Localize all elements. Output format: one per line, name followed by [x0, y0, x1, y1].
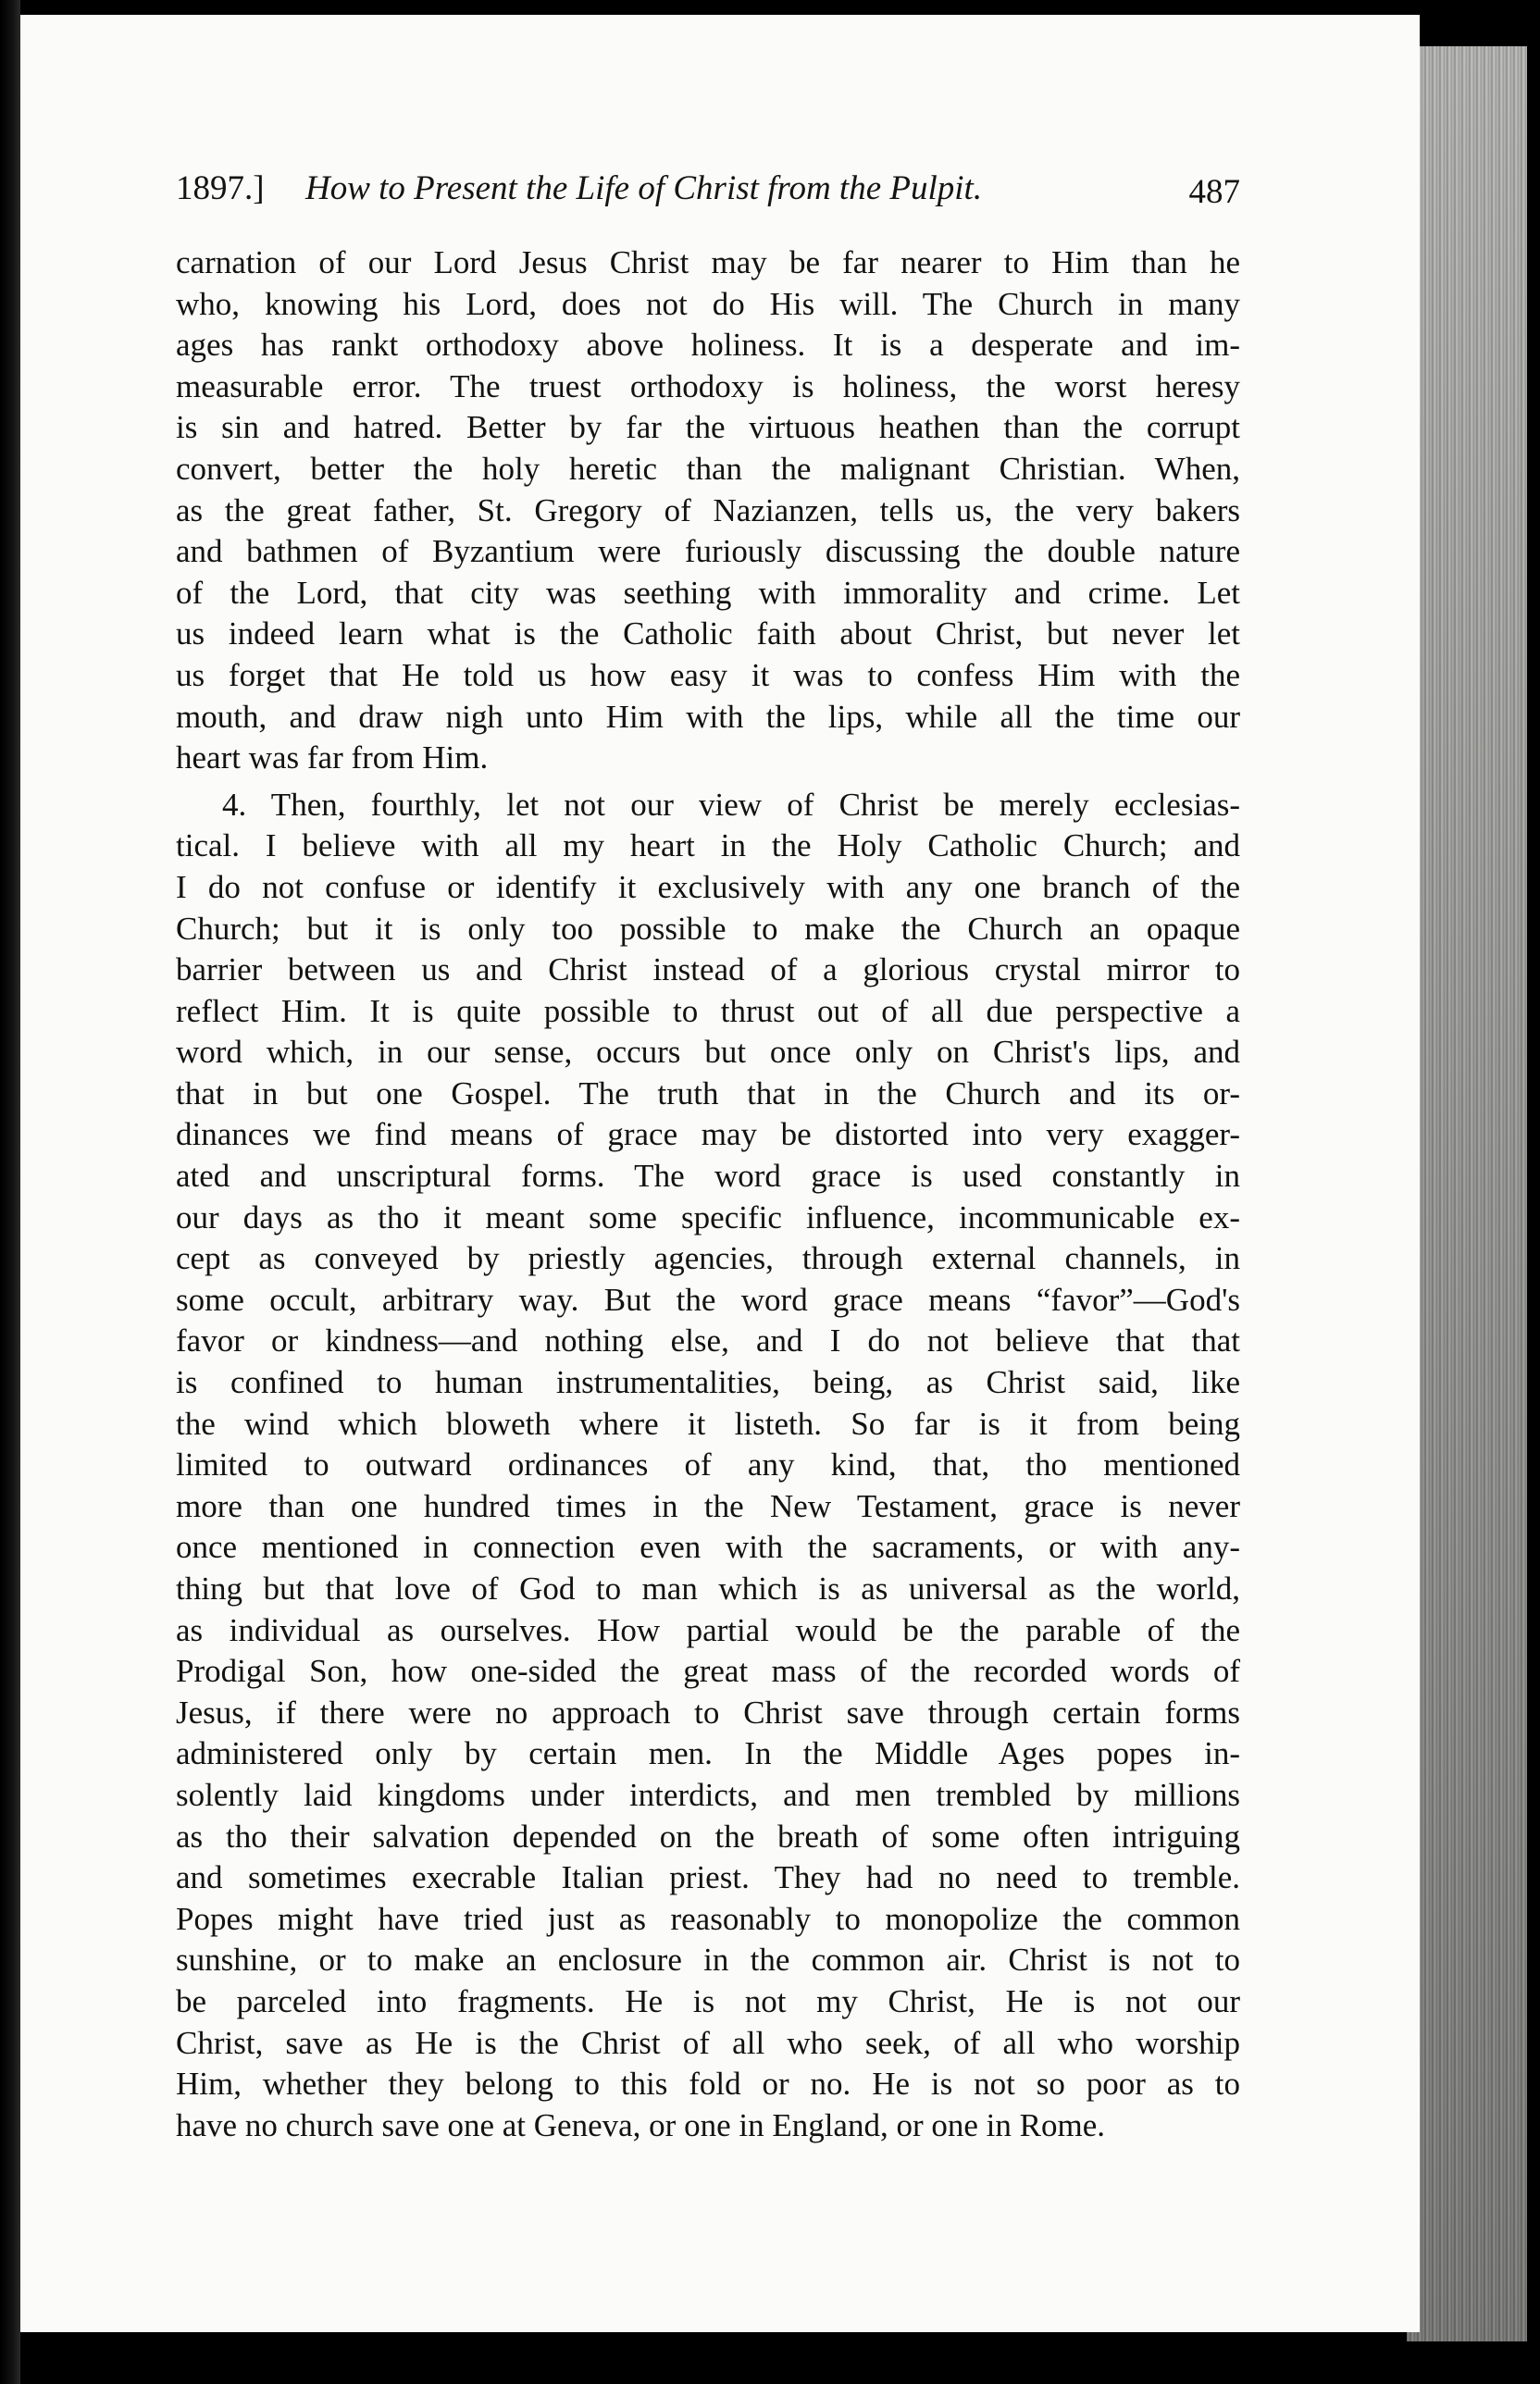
left-binding-edge: [0, 0, 20, 2384]
text-line: is confined to human instrumentalities, being, as Christ said, like: [176, 1364, 1240, 1401]
running-head-title: How to Present the Life of Christ from the Pulpit.: [305, 169, 983, 207]
paragraph: [176, 785, 1240, 2147]
text-line: the wind which bloweth where it listeth. So far is it from being: [176, 1405, 1240, 1442]
text-line: and sometimes execrable Italian priest. They had no need to tremble.: [176, 1859, 1240, 1896]
text-line: as individual as ourselves. How partial would be the parable of the: [176, 1611, 1240, 1648]
text-line: cept as conveyed by priestly agencies, through external channels, in: [176, 1240, 1240, 1277]
text-line: us indeed learn what is the Catholic faith about Christ, but never let: [176, 615, 1240, 652]
text-line: tical. I believe with all my heart in the Holy Catholic Church; and: [176, 827, 1240, 864]
text-line: favor or kindness—and nothing else, and I do not believe that that: [176, 1322, 1240, 1360]
text-line: Him, whether they belong to this fold or no. He is not so poor as to: [176, 2066, 1240, 2103]
text-line: have no church save one at Geneva, or one in England, or one in Rome.: [176, 2106, 1105, 2143]
page-number: 487: [1188, 173, 1240, 211]
text-line: is sin and hatred. Better by far the virtuous heathen than the corrupt: [176, 409, 1240, 446]
text-line: who, knowing his Lord, does not do His will. The Church in many: [176, 285, 1240, 322]
text-line: thing but that love of God to man which is as universal as the world,: [176, 1571, 1240, 1607]
text-line: be parceled into fragments. He is not my Christ, He is not our: [176, 1982, 1240, 2019]
text-line: solently laid kingdoms under interdicts, and men trembled by millions: [176, 1776, 1240, 1813]
text-line: and bathmen of Byzantium were furiously discussing the double nature: [176, 533, 1240, 570]
text-line: that in but one Gospel. The truth that in the Church and its or-: [176, 1074, 1240, 1111]
text-line: us forget that He told us how easy it was to confess Him with the: [176, 656, 1240, 693]
text-line: word which, in our sense, occurs but once only on Christ's lips, and: [176, 1034, 1240, 1071]
text-line: sunshine, or to make an enclosure in the common air. Christ is not to: [176, 1942, 1240, 1979]
text-line: limited to outward ordinances of any kind, that, tho mentioned: [176, 1447, 1240, 1484]
text-line: Christ, save as He is the Christ of all who seek, of all who worship: [176, 2024, 1240, 2061]
text-line: more than one hundred times in the New Testament, grace is never: [176, 1487, 1240, 1524]
text-line: convert, better the holy heretic than the malignant Christian. When,: [176, 450, 1240, 487]
body-text: [176, 242, 1240, 2146]
running-head: [176, 157, 1240, 222]
text-line: as tho their salvation depended on the breath of some often intriguing: [176, 1818, 1240, 1855]
text-line: dinances we find means of grace may be distorted into very exagger-: [176, 1116, 1240, 1153]
text-line: some occult, arbitrary way. But the word grace means “favor”—God's: [176, 1281, 1240, 1318]
text-line: measurable error. The truest orthodoxy is holiness, the worst heresy: [176, 367, 1240, 404]
running-head-year: 1897.]: [176, 169, 265, 207]
text-line: our days as tho it meant some specific influence, incommunicable ex-: [176, 1198, 1240, 1235]
text-line: heart was far from Him.: [176, 739, 489, 776]
text-line: as the great father, St. Gregory of Nazianzen, tells us, the very bakers: [176, 491, 1240, 528]
text-line: ages has rankt orthodoxy above holiness. It is a desperate and im-: [176, 327, 1240, 364]
paragraph: [176, 242, 1240, 779]
text-line: 4. Then, fourthly, let not our view of Christ be merely ecclesias-: [222, 786, 1240, 823]
text-line: mouth, and draw nigh unto Him with the lips, while all the time our: [176, 698, 1240, 735]
text-line: carnation of our Lord Jesus Christ may be far nearer to Him than he: [176, 244, 1240, 280]
text-line: barrier between us and Christ instead of a glorious crystal mirror to: [176, 951, 1240, 988]
text-line: of the Lord, that city was seething with immorality and crime. Let: [176, 574, 1240, 611]
text-line: Popes might have tried just as reasonably to monopolize the common: [176, 1900, 1240, 1937]
text-line: Jesus, if there were no approach to Christ save through certain forms: [176, 1694, 1240, 1731]
text-line: administered only by certain men. In the Middle Ages popes in-: [176, 1735, 1240, 1772]
text-line: once mentioned in connection even with the sacraments, or with any-: [176, 1529, 1240, 1566]
text-line: Church; but it is only too possible to make the Church an opaque: [176, 910, 1240, 947]
text-line: reflect Him. It is quite possible to thrust out of all due perspective a: [176, 992, 1240, 1029]
text-line: ated and unscriptural forms. The word grace is used constantly in: [176, 1158, 1240, 1195]
right-page-stack-shade: [1407, 46, 1527, 2341]
text-line: Prodigal Son, how one-sided the great mass of the recorded words of: [176, 1653, 1240, 1690]
text-line: I do not confuse or identify it exclusively with any one branch of the: [176, 868, 1240, 905]
